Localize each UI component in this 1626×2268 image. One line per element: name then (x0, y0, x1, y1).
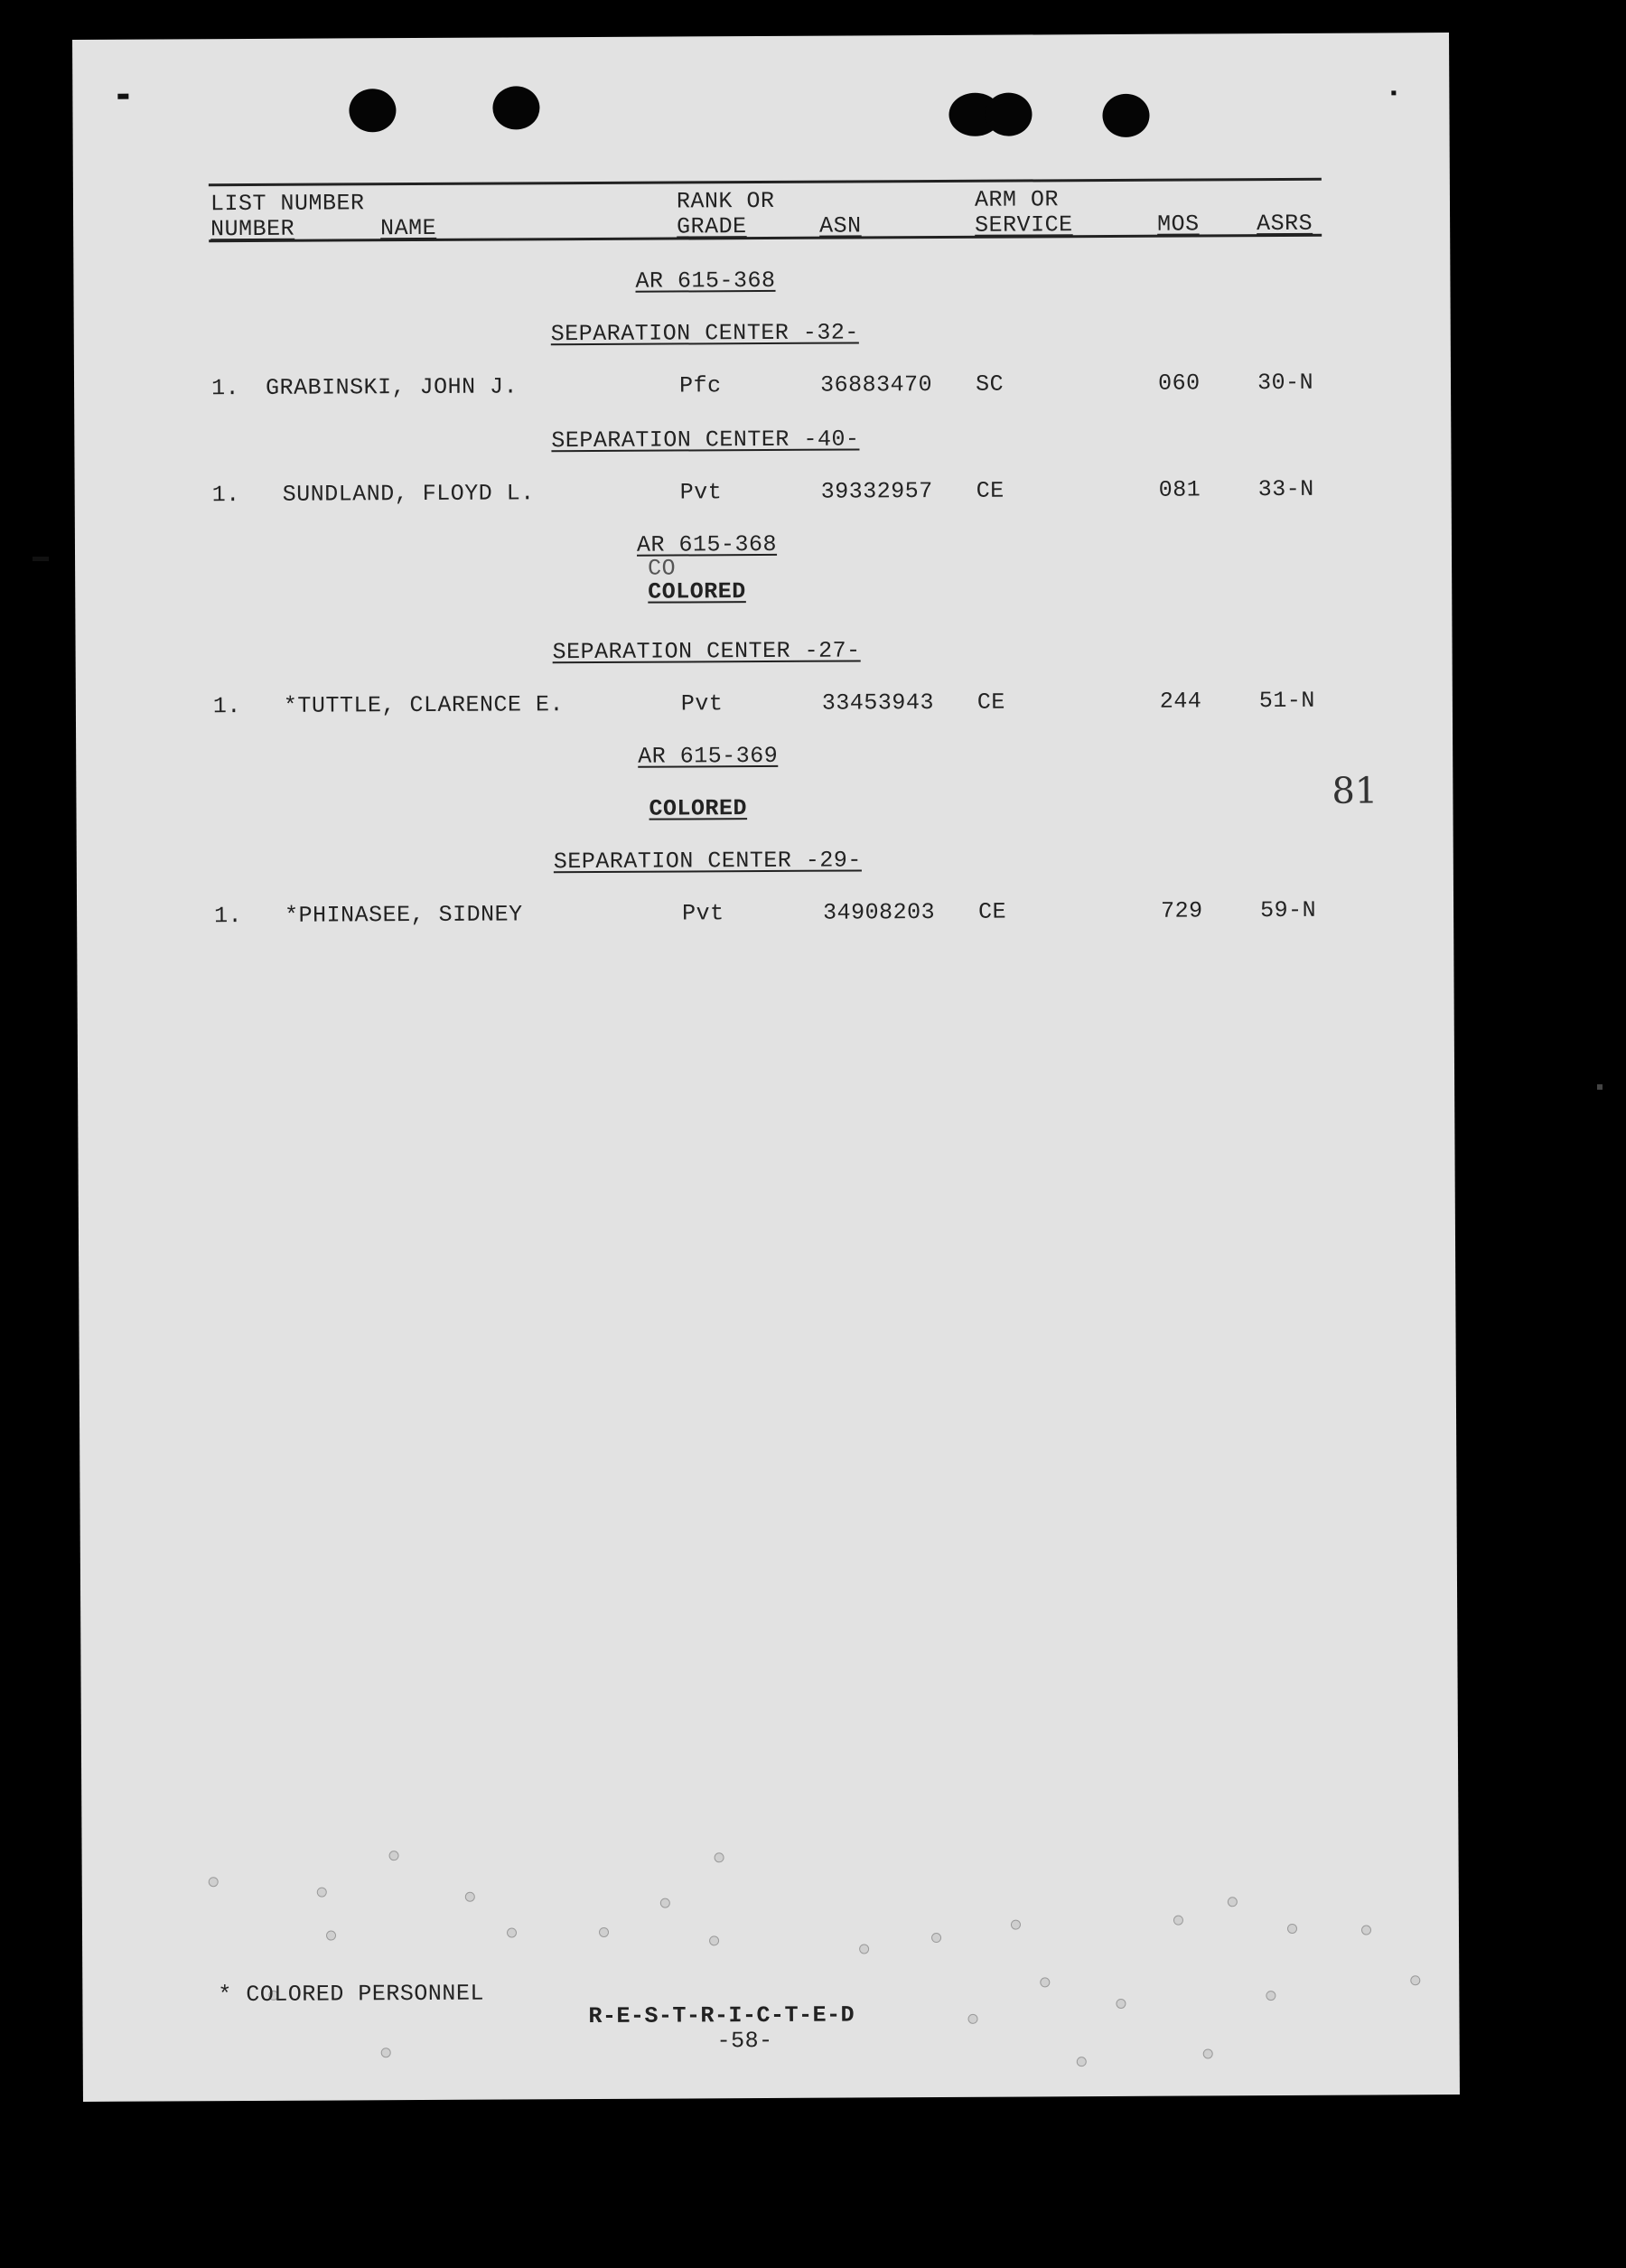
paper-dot (1011, 1920, 1021, 1930)
entry-number: 1. (210, 375, 240, 402)
paper-dot (317, 1888, 327, 1898)
entry-asrs: 51-N (1258, 687, 1315, 715)
paper-speck (117, 94, 128, 99)
entry-asrs: 33-N (1257, 475, 1314, 503)
paper-dot (507, 1927, 517, 1937)
paper-dot (389, 1851, 399, 1860)
paper-dot (1287, 1924, 1297, 1934)
paper-dot (859, 1944, 869, 1954)
section-heading: AR 615-368 (636, 530, 778, 558)
entry-rank: Pvt (680, 690, 724, 717)
scan-speck (1597, 1084, 1603, 1090)
col-asn: ASN (819, 212, 862, 239)
entry-rank: Pvt (679, 479, 723, 506)
entry-name: *TUTTLE, CLARENCE E. (283, 691, 565, 719)
separation-center-heading: SEPARATION CENTER -29- (553, 847, 862, 876)
paper-dot (1173, 1916, 1183, 1926)
entry-mos: 060 (1157, 370, 1201, 397)
entry-number: 1. (212, 693, 241, 720)
paper-speck (1391, 90, 1396, 95)
entry-number: 1. (214, 903, 243, 930)
section-subheading-overstrike: CO (648, 555, 677, 582)
entry-asn: 33453943 (821, 689, 934, 717)
paper-dot (1203, 2048, 1213, 2058)
col-service: SERVICE (975, 211, 1073, 239)
entry-asrs: 30-N (1257, 369, 1314, 397)
paper-dot (1361, 1926, 1371, 1935)
section-heading: AR 615-369 (638, 742, 779, 770)
entry-asn: 39332957 (820, 478, 933, 505)
col-list-number: LIST NUMBER (210, 190, 365, 218)
header-top-rule (209, 178, 1322, 186)
entry-mos: 244 (1159, 688, 1202, 715)
col-rank: RANK OR (676, 187, 775, 215)
section-heading: AR 615-368 (635, 267, 776, 295)
binder-hole (985, 92, 1032, 136)
paper-dot (660, 1898, 670, 1908)
header-bottom-rule (209, 234, 1322, 242)
paper-dot (1228, 1897, 1238, 1907)
binder-hole (349, 89, 396, 132)
entry-name: SUNDLAND, FLOYD L. (282, 480, 535, 508)
paper-dot (326, 1931, 336, 1941)
entry-mos: 729 (1161, 897, 1203, 924)
paper-dot (967, 2014, 977, 2024)
entry-rank: Pvt (682, 900, 724, 927)
page-number: -58- (716, 2027, 773, 2055)
paper-dot (599, 1927, 609, 1937)
footnote-colored-personnel: * COLORED PERSONNEL (218, 1980, 484, 2009)
entry-mos: 081 (1158, 476, 1201, 503)
paper-dot (1266, 1991, 1276, 2001)
paper-dot (709, 1935, 719, 1945)
paper-dot (715, 1852, 724, 1862)
paper-dot (209, 1877, 219, 1887)
entry-arm: SC (975, 370, 1005, 398)
section-subheading: COLORED (649, 795, 748, 822)
paper-dot (465, 1892, 475, 1902)
entry-arm: CE (978, 898, 1007, 925)
entry-name: GRABINSKI, JOHN J. (265, 373, 519, 401)
col-number: NUMBER (210, 215, 295, 243)
scan-speck (33, 557, 49, 561)
paper-dot (1116, 1999, 1126, 2009)
col-grade: GRADE (677, 213, 747, 240)
entry-arm: CE (977, 689, 1005, 716)
section-subheading: COLORED (648, 578, 746, 605)
entry-asrs: 59-N (1260, 896, 1317, 924)
paper-dot (1410, 1975, 1420, 1985)
classification-marking: R-E-S-T-R-I-C-T-E-D (588, 2001, 855, 2030)
entry-arm: CE (976, 477, 1005, 504)
binder-hole (1102, 94, 1149, 137)
entry-name: *PHINASEE, SIDNEY (285, 901, 523, 929)
col-asrs: ASRS (1257, 210, 1313, 238)
binder-hole (492, 86, 539, 129)
document-page (72, 33, 1460, 2102)
entry-number: 1. (211, 482, 240, 509)
handwritten-number: 81 (1332, 770, 1378, 812)
col-arm: ARM OR (974, 186, 1060, 213)
separation-center-heading: SEPARATION CENTER -40- (551, 426, 860, 455)
paper-dot (1077, 2057, 1087, 2067)
separation-center-heading: SEPARATION CENTER -32- (550, 319, 859, 348)
entry-rank: Pfc (678, 372, 722, 399)
paper-dot (931, 1933, 941, 1943)
col-mos: MOS (1157, 211, 1200, 238)
entry-asn: 34908203 (823, 899, 936, 926)
paper-dot (381, 2048, 391, 2057)
entry-asn: 36883470 (819, 371, 933, 398)
paper-dot (1040, 1977, 1050, 1987)
col-name: NAME (380, 214, 437, 242)
separation-center-heading: SEPARATION CENTER -27- (552, 637, 861, 666)
